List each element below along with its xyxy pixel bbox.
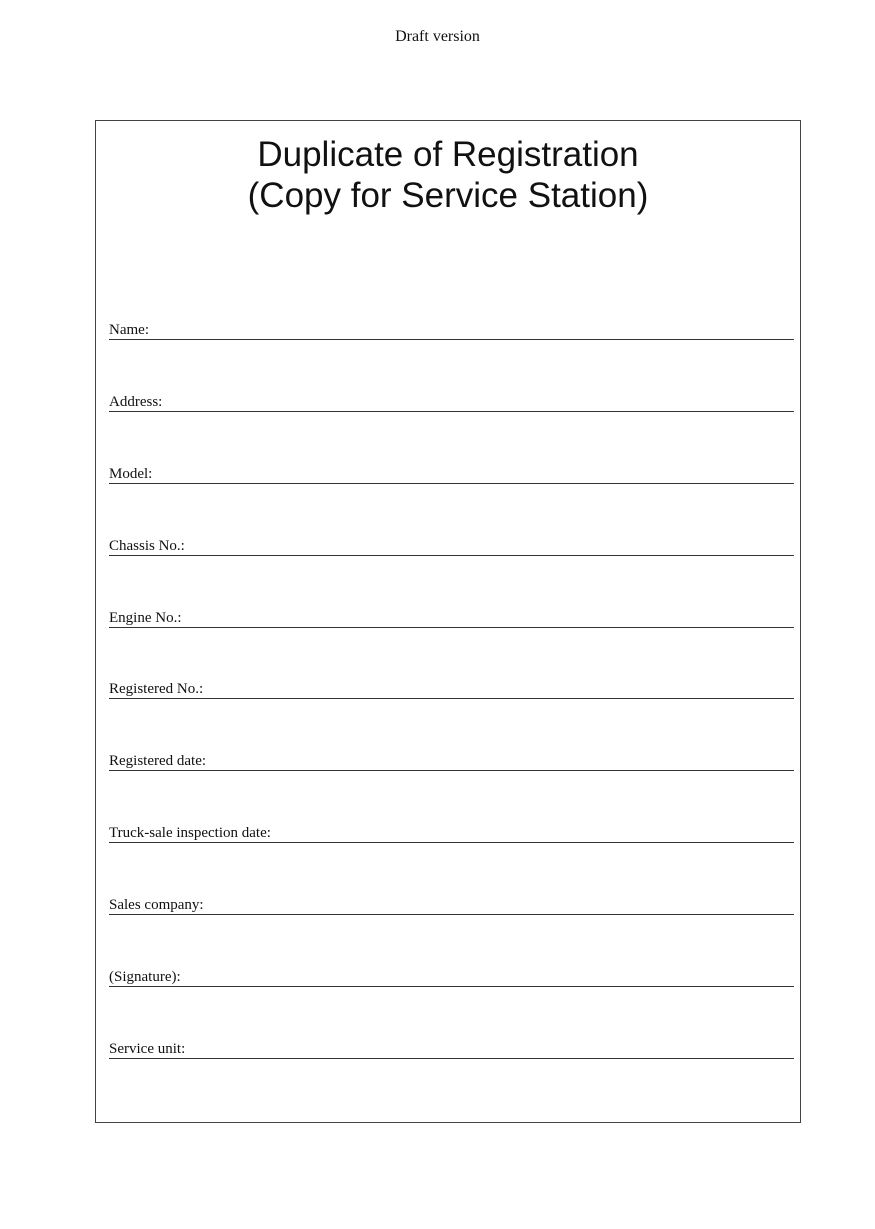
registration-form [95, 120, 801, 1123]
registered-no-label: Registered No.: [109, 681, 204, 697]
name-field[interactable] [109, 318, 794, 340]
engine-no-label: Engine No.: [109, 610, 182, 626]
signature-field[interactable] [109, 965, 794, 987]
address-label: Address: [109, 394, 163, 410]
form-title [96, 134, 800, 216]
chassis-no-label: Chassis No.: [109, 538, 185, 554]
registered-date-field[interactable] [109, 749, 794, 771]
signature-label: (Signature): [109, 969, 181, 985]
service-unit-label: Service unit: [109, 1041, 186, 1057]
form-title-line-2: (Copy for Service Station) [247, 176, 649, 215]
draft-version-note: Draft version [395, 28, 480, 45]
registered-date-label: Registered date: [109, 753, 207, 769]
truck-sale-inspection-date-label: Truck-sale inspection date: [109, 825, 271, 841]
model-label: Model: [109, 466, 153, 482]
chassis-no-field[interactable] [109, 534, 794, 556]
sales-company-field[interactable] [109, 893, 794, 915]
sales-company-label: Sales company: [109, 897, 204, 913]
service-unit-field[interactable] [109, 1037, 794, 1059]
registered-no-field[interactable] [109, 677, 794, 699]
engine-no-field[interactable] [109, 606, 794, 628]
truck-sale-inspection-date-field[interactable] [109, 821, 794, 843]
address-field[interactable] [109, 390, 794, 412]
model-field[interactable] [109, 462, 794, 484]
name-label: Name: [109, 322, 149, 338]
form-title-line-1: Duplicate of Registration [257, 135, 639, 174]
